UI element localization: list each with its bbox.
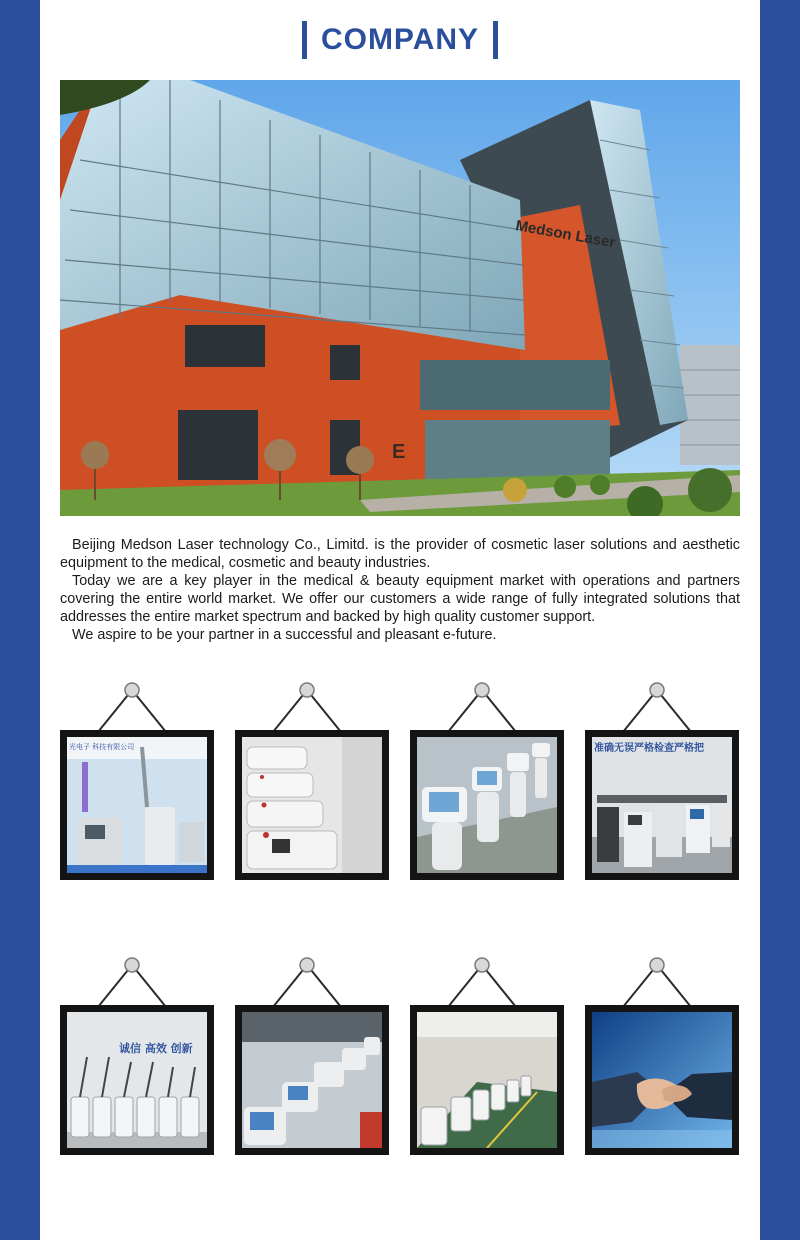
gallery-frame	[235, 955, 389, 1155]
title-bar-right	[493, 21, 498, 59]
hanging-hook-icon	[410, 680, 564, 732]
title-bar-left	[302, 21, 307, 59]
building-sign: Medson Laser	[514, 217, 617, 252]
gallery-frame	[585, 955, 739, 1155]
photo-caption: 光电子 科技有限公司	[69, 743, 135, 751]
hanging-hook-icon	[60, 955, 214, 1007]
hanging-hook-icon	[585, 955, 739, 1007]
photo-caption: 准确无误严格检查严格把	[594, 743, 704, 754]
hanging-hook-icon	[410, 955, 564, 1007]
section-header	[40, 18, 760, 62]
gallery-photo-handshake	[585, 1005, 739, 1155]
gallery-photo-production-line	[235, 1005, 389, 1155]
hanging-hook-icon	[235, 680, 389, 732]
gallery-photo-beauty-devices	[410, 730, 564, 880]
gallery-photo-workshop	[585, 730, 739, 880]
content-panel	[40, 0, 760, 1240]
gallery-frame	[60, 680, 214, 880]
hanging-hook-icon	[235, 955, 389, 1007]
intro-paragraph: We aspire to be your partner in a successful and pleasant e-future.	[72, 627, 497, 643]
photo-caption: 诚信 高效 创新	[119, 1042, 193, 1055]
gallery-photo-warehouse	[410, 1005, 564, 1155]
gallery-frame	[60, 955, 214, 1155]
gallery-frame	[235, 680, 389, 880]
hanging-hook-icon	[585, 680, 739, 732]
gallery-photo-white-machines	[235, 730, 389, 880]
company-description	[60, 536, 740, 644]
door-letter: E	[392, 441, 406, 463]
gallery-frame	[585, 680, 739, 880]
intro-paragraph: Beijing Medson Laser technology Co., Limitd. is the provider of cosmetic laser solutions and aesthetic equipment to the medical, cosmetic and beauty industries.	[60, 537, 740, 571]
company-building-photo	[60, 80, 740, 516]
gallery-photo-showroom	[60, 730, 214, 880]
gallery-frame	[410, 680, 564, 880]
gallery-frame	[410, 955, 564, 1155]
intro-paragraph: Today we are a key player in the medical & beauty equipment market with operations and partners covering the entire world market. We offer our customers a wide range of fully integrated solutions that addresses the entire market spectrum and backed by high quality customer support.	[60, 573, 740, 625]
hanging-hook-icon	[60, 680, 214, 732]
gallery-photo-factory-lasers	[60, 1005, 214, 1155]
page-title: COMPANY	[320, 23, 480, 56]
